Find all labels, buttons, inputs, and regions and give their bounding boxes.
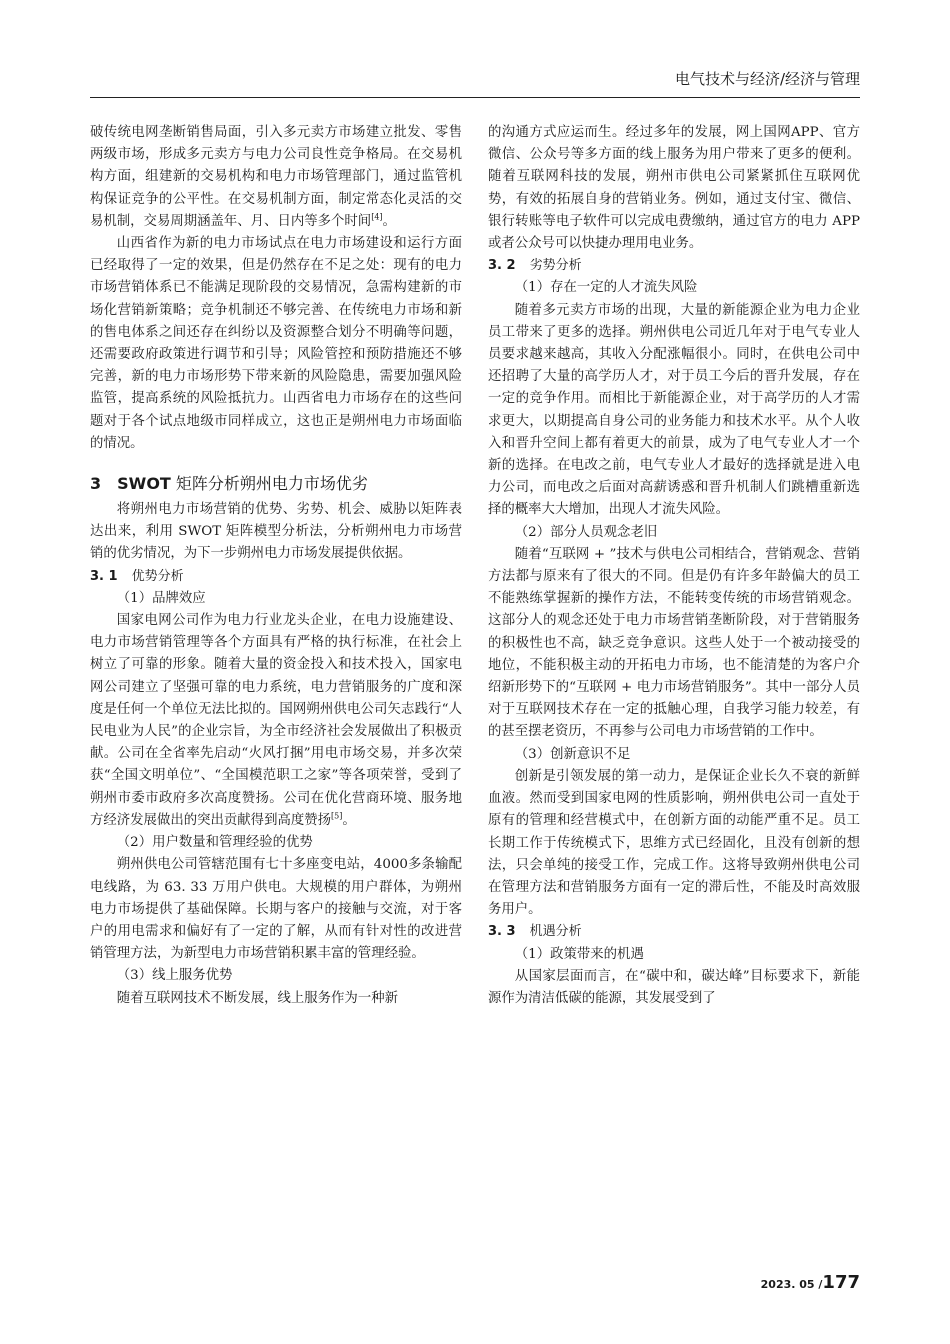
paragraph: 将朔州电力市场营销的优势、劣势、机会、威胁以矩阵表达出来，利用 SWOT 矩阵模型分析法，分析朔州电力市场营销的优劣情况，为下一步朔州电力市场发展提供依据。 [90, 502, 462, 562]
paragraph: 随着互联网技术不断发展，线上服务作为一种新 [116, 990, 398, 1006]
right-column [488, 122, 860, 1010]
issue-label: 2023. 05 / [760, 1278, 823, 1291]
item-heading: （1）品牌效应 [116, 590, 206, 606]
page-footer [761, 1272, 860, 1293]
item-heading: （3）线上服务优势 [116, 968, 233, 984]
paragraph: 创新是引领发展的第一动力，是保证企业长久不衰的新鲜血液。然而受到国家电网的性质影响，朔州供电公司一直处于原有的管理和经营模式中，在创新方面的动能严重不足。员工长期工作于传统模式下，思维方式已经固化，且没有创新的想法，只会单纯的接受工作，完成工作。这将导致朔州供电公司在管理方法和营销服务方面有一定的滞后性，不能及时高效服务用户。 [488, 768, 860, 918]
item-heading: （2）部分人员观念老旧 [514, 524, 658, 540]
left-column [90, 122, 462, 1010]
citation-ref[interactable]: [4] [371, 212, 383, 222]
paragraph: 国家电网公司作为电力行业龙头企业，在电力设施建设、电力市场营销管理等各个方面具有严格的执行标准，在社会上树立了可靠的形象。随着大量的资金投入和技术投入，国家电网公司建立了坚强可靠的电力系统，电力营销服务的广度和深度是任何一个单位无法比拟的。国网朔州供电公司矢志践行“人民电业为人民”的企业宗旨，为全市经济社会发展做出了积极贡献。公司在全省率先启动“火风打捆”用电市场交易，并多次荣获“全国文明单位”、“全国模范职工之家”等各项荣誉，受到了朔州市委市政府多次高度赞扬。公司在优化营商环境、服务地方经济发展做出的突出贡献得到高度赞扬[5]。 [90, 613, 462, 828]
paragraph: 朔州供电公司管辖范围有七十多座变电站，4000多条输配电线路，为 63. 33 万用户供电。大规模的用户群体，为朔州电力市场提供了基础保障。长期与客户的接触与交流，对于客户的用电需求和偏好有了一定的了解，从而有针对性的改进营销管理方法，为新型电力市场营销积累丰富的管理经验。 [90, 857, 462, 962]
paragraph: 从国家层面而言，在“碳中和，碳达峰”目标要求下，新能源作为清洁低碳的能源，其发展受到了 [488, 968, 860, 1006]
paragraph: 山西省作为新的电力市场试点在电力市场建设和运行方面已经取得了一定的效果，但是仍然存在不足之处：现有的电力市场营销体系已不能满足现阶段的交易情况，急需构建新的市场化营销新策略；竞争机制还不够完善、在传统电力市场和新的售电体系之间还存在纠纷以及资源整合划分不明确等问题，还需要政府政策进行调节和引导；风险管控和预防措施还不够完善，新的电力市场形势下带来新的风险隐患，需要加强风险监管，提高系统的风险抵抗力。山西省电力市场存在的这些问题对于各个试点地级市同样成立，这也正是朔州电力市场面临的情况。 [90, 236, 462, 451]
page-number: 177 [822, 1272, 860, 1293]
item-heading: （2）用户数量和管理经验的优势 [116, 835, 313, 851]
subsection-heading-3-2: 3. 2 劣势分析 [488, 258, 582, 274]
item-heading: （1）政策带来的机遇 [514, 946, 644, 962]
item-heading: （1）存在一定的人才流失风险 [514, 280, 698, 296]
section-heading-3: 3 SWOT 矩阵分析朔州电力市场优劣 [90, 474, 368, 494]
citation-ref[interactable]: [5] [331, 811, 343, 821]
running-header [90, 64, 860, 98]
paragraph: 随着多元卖方市场的出现，大量的新能源企业为电力企业员工带来了更多的选择。朔州供电公司近几年对于电气专业人员要求越来越高，其收入分配涨幅很小。同时，在供电公司中还招聘了大量的高学历人才，对于员工今后的晋升发展，存在一定的竞争作用。而相比于新能源企业，对于高学历的人才需求更大，以期提高自身公司的业务能力和技术水平。从个人收入和晋升空间上都有着更大的前景，成为了电气专业人才一个新的选择。在电改之前，电气专业人才最好的选择就是进入电力公司，而电改之后面对高薪诱惑和晋升机制人们跳槽重新选择的概率大大增加，出现人才流失风险。 [488, 302, 860, 518]
paragraph: 破传统电网垄断销售局面，引入多元卖方市场建立批发、零售两级市场，形成多元卖方与电力公司良性竞争格局。在交易机构方面，组建新的交易机构和电力市场管理部门，通过监管机构保证竞争的公平性。在交易机制方面，制定常态化灵活的交易机制，交易周期涵盖年、月、日内等多个时间[4]。 [90, 125, 462, 229]
paragraph: 的沟通方式应运而生。经过多年的发展，网上国网APP、官方微信、公众号等多方面的线上服务为用户带来了更多的便利。随着互联网科技的发展，朔州市供电公司紧紧抓住互联网优势，有效的拓展自身的营销业务。例如，通过支付宝、微信、银行转账等电子软件可以完成电费缴纳，通过官方的电力 APP 或者公众号可以快捷办理用电业务。 [488, 125, 860, 252]
item-heading: （3）创新意识不足 [514, 746, 631, 762]
journal-title: 电气技术与经济/经济与管理 [674, 70, 860, 88]
paragraph: 随着“互联网 + ”技术与供电公司相结合，营销观念、营销方法都与原来有了很大的不同。但是仍有许多年龄偏大的员工不能熟练掌握新的操作方法，不能转变传统的市场营销观念。这部分人的观念还处于电力市场营销垄断阶段，对于营销服务的积极性也不高，缺乏竞争意识。这些人处于一个被动接受的地位，不能积极主动的开拓电力市场，也不能清楚的为客户介绍新形势下的“互联网 + 电力市场营销服务”。其中一部分人员对于互联网技术存在一定的抵触心理，自我学习能力较差，有的甚至摆老资历，不再参与公司电力市场营销的工作中。 [488, 546, 860, 740]
subsection-heading-3-1: 3. 1 优势分析 [90, 568, 184, 584]
subsection-heading-3-3: 3. 3 机遇分析 [488, 924, 582, 940]
